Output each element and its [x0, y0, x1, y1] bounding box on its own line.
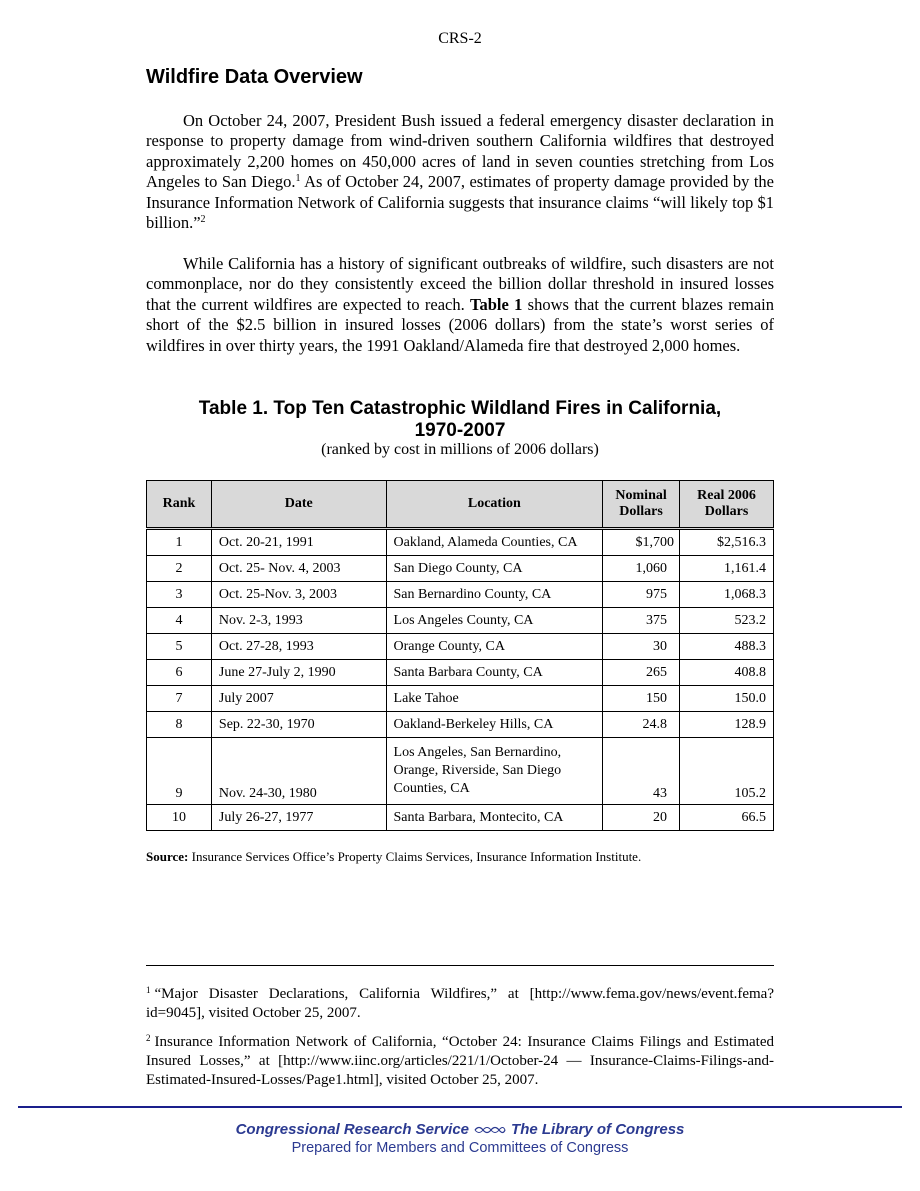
footer-subtitle: Prepared for Members and Committees of Congress — [291, 1140, 629, 1156]
cell-rank: 5 — [147, 634, 212, 660]
header-location: Location — [386, 481, 603, 529]
table-title-line1: Table 1. Top Ten Catastrophic Wildland Fires in California, — [198, 398, 722, 419]
footer-title — [0, 1121, 920, 1139]
cell-rank: 4 — [147, 608, 212, 634]
cell-nominal: $1,700 — [603, 529, 680, 556]
header-nominal-line1: Nominal — [615, 488, 667, 503]
cell-real: 408.8 — [680, 660, 774, 686]
footnote-ref-2[interactable]: 2 — [200, 214, 206, 226]
header-nominal — [603, 481, 680, 529]
table-row — [147, 608, 774, 634]
cell-date: July 26-27, 1977 — [211, 805, 386, 831]
cell-date: Oct. 25-Nov. 3, 2003 — [211, 582, 386, 608]
paragraph-2 — [146, 254, 774, 356]
cell-rank: 9 — [147, 738, 212, 805]
cell-real: $2,516.3 — [680, 529, 774, 556]
table-row — [147, 582, 774, 608]
cell-location: Los Angeles County, CA — [386, 608, 603, 634]
header-real-line2: Dollars — [704, 504, 749, 519]
cell-real: 488.3 — [680, 634, 774, 660]
table-title — [0, 398, 920, 442]
table-subtitle: (ranked by cost in millions of 2006 dollars) — [321, 441, 599, 458]
footnote-2 — [146, 1033, 774, 1090]
table-row — [147, 660, 774, 686]
cell-date: July 2007 — [211, 686, 386, 712]
cell-real: 1,161.4 — [680, 556, 774, 582]
header-nominal-line2: Dollars — [619, 504, 663, 519]
table-row — [147, 712, 774, 738]
header-real-line1: Real 2006 — [697, 488, 756, 503]
page-header: CRS-2 — [438, 30, 482, 47]
cell-nominal: 24.8 — [603, 712, 680, 738]
footnote-1-number: 1 — [146, 985, 151, 995]
table-row — [147, 556, 774, 582]
cell-date: Nov. 24-30, 1980 — [211, 738, 386, 805]
crs-ornament-icon — [474, 1122, 506, 1139]
cell-rank: 6 — [147, 660, 212, 686]
header-rank: Rank — [147, 481, 212, 529]
cell-location: San Bernardino County, CA — [386, 582, 603, 608]
cell-nominal: 150 — [603, 686, 680, 712]
paragraph-2-text-b: shows that the current blazes remain short of the $2.5 billion in insured losses (2006 dollars) from the state’s worst series of wildfires in over thirty years, the 1991 Oakland/Alameda fire that destroyed 2,000 homes. — [146, 294, 775, 355]
footnote-ref-1[interactable]: 1 — [295, 173, 301, 185]
cell-date: Oct. 27-28, 1993 — [211, 634, 386, 660]
footnote-divider — [146, 965, 774, 966]
cell-real: 128.9 — [680, 712, 774, 738]
cell-location: Santa Barbara County, CA — [386, 660, 603, 686]
cell-date: June 27-July 2, 1990 — [211, 660, 386, 686]
cell-real: 1,068.3 — [680, 582, 774, 608]
cell-real: 150.0 — [680, 686, 774, 712]
cell-location: Los Angeles, San Bernardino, Orange, Riverside, San Diego Counties, CA — [386, 738, 603, 805]
cell-rank: 2 — [147, 556, 212, 582]
table-row — [147, 686, 774, 712]
cell-real: 523.2 — [680, 608, 774, 634]
table-reference: Table 1 — [470, 294, 523, 314]
cell-location: Orange County, CA — [386, 634, 603, 660]
table-title-line2: 1970-2007 — [414, 420, 506, 441]
cell-nominal: 375 — [603, 608, 680, 634]
cell-real: 66.5 — [680, 805, 774, 831]
cell-date: Oct. 25- Nov. 4, 2003 — [211, 556, 386, 582]
cell-rank: 8 — [147, 712, 212, 738]
source-label: Source: — [146, 849, 189, 864]
header-date: Date — [211, 481, 386, 529]
footnote-1 — [146, 985, 774, 1023]
cell-location: Oakland, Alameda Counties, CA — [386, 529, 603, 556]
cell-location: San Diego County, CA — [386, 556, 603, 582]
cell-rank: 3 — [147, 582, 212, 608]
header-real — [680, 481, 774, 529]
table-header-row — [147, 481, 774, 529]
cell-location: Lake Tahoe — [386, 686, 603, 712]
cell-date: Nov. 2-3, 1993 — [211, 608, 386, 634]
paragraph-1 — [146, 111, 774, 233]
cell-rank: 10 — [147, 805, 212, 831]
cell-nominal: 30 — [603, 634, 680, 660]
cell-nominal: 1,060 — [603, 556, 680, 582]
cell-nominal: 43 — [603, 738, 680, 805]
table-row — [147, 738, 774, 805]
cell-nominal: 265 — [603, 660, 680, 686]
cell-rank: 1 — [147, 529, 212, 556]
footnote-2-number: 2 — [146, 1033, 151, 1043]
wildfire-table — [146, 480, 774, 831]
table-row — [147, 805, 774, 831]
cell-nominal: 975 — [603, 582, 680, 608]
footer-crs-name: Congressional Research Service — [235, 1121, 470, 1138]
footnote-1-text: “Major Disaster Declarations, California Wildfires,” at [http://www.fema.gov/news/event.fema?id=9045], visited October 25, 2007. — [146, 986, 774, 1021]
cell-date: Sep. 22-30, 1970 — [211, 712, 386, 738]
paragraph-2-text-a: While California has a history of significant outbreaks of wildfire, such disasters are not commonplace, nor do they consistently exceed the billion dollar threshold in insured losses that the current wildfires are expected to reach. — [146, 254, 774, 314]
table-row — [147, 529, 774, 556]
footer-loc-name: The Library of Congress — [511, 1121, 685, 1138]
table-source — [146, 849, 641, 865]
table-row — [147, 634, 774, 660]
cell-location: Oakland-Berkeley Hills, CA — [386, 712, 603, 738]
footnote-2-text: Insurance Information Network of California, “October 24: Insurance Claims Filings and Estimated Insured Losses,” at [http://www.iinc.org/articles/221/1/October-24 — Insurance-Claims-Filings-and-Estimated-Insured-Losses/Page1.html], visited October 25, 2007. — [146, 1034, 774, 1088]
cell-date: Oct. 20-21, 1991 — [211, 529, 386, 556]
paragraph-1-text-b: As of October 24, 2007, estimates of property damage provided by the Insurance Information Network of California suggests that insurance claims “will likely top $1 billion.” — [146, 172, 775, 233]
source-text: Insurance Services Office’s Property Claims Services, Insurance Information Institute. — [188, 849, 642, 864]
cell-nominal: 20 — [603, 805, 680, 831]
section-title: Wildfire Data Overview — [146, 66, 363, 88]
cell-real: 105.2 — [680, 738, 774, 805]
cell-location: Santa Barbara, Montecito, CA — [386, 805, 603, 831]
cell-rank: 7 — [147, 686, 212, 712]
paragraph-1-text-a: On October 24, 2007, President Bush issued a federal emergency disaster declaration in response to property damage from wind-driven southern California wildfires that destroyed approximately 2,200 homes on 450,000 acres of land in seven counties stretching from Los Angeles to San Diego. — [146, 111, 774, 192]
footer-divider — [18, 1106, 902, 1108]
